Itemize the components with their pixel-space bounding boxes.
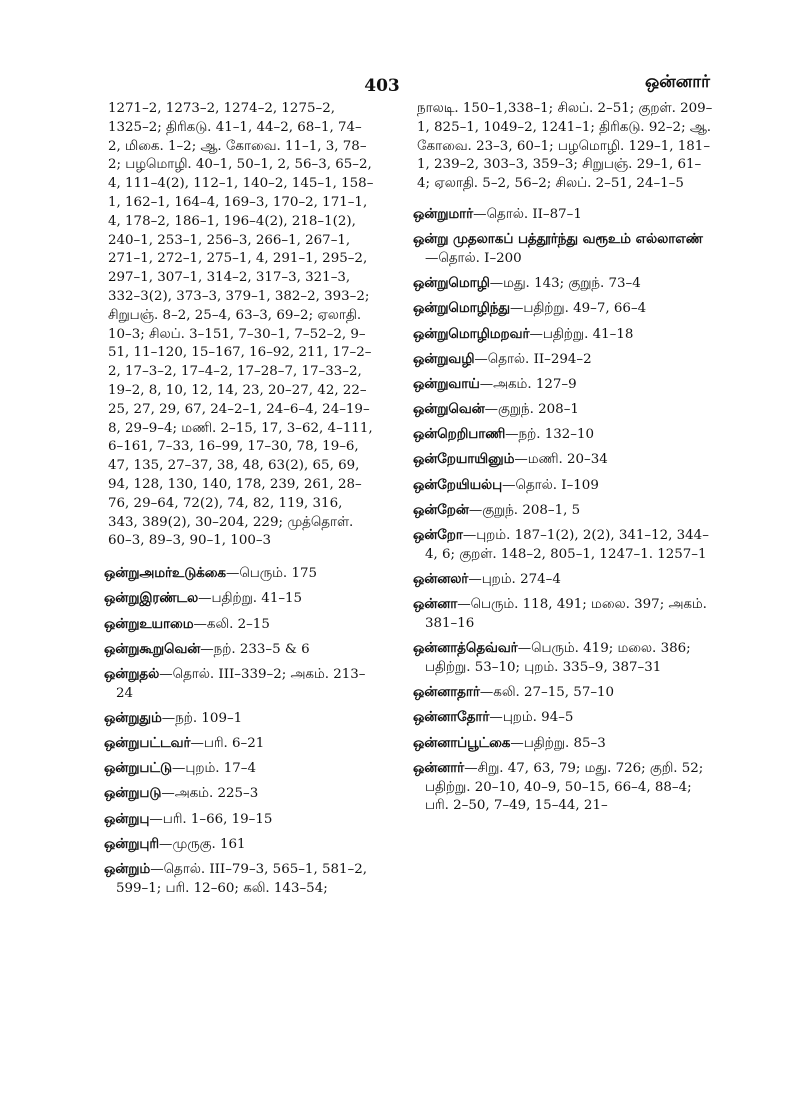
index-entry [104, 709, 374, 729]
entry-headword: ஒன்றுகூறுவென் [104, 640, 201, 657]
index-entry [413, 476, 713, 496]
entry-headword: ஒன்றுமொழி [413, 275, 490, 292]
entry-refs: —குறுந். 208–1, 5 [468, 502, 581, 518]
entry-refs: —தொல். II–87–1 [473, 206, 582, 222]
entry-refs: —மது. 143; குறுந். 73–4 [489, 276, 641, 292]
entry-refs: —நற். 233–5 & 6 [200, 641, 310, 657]
entry-headword: ஒன்றுஇரண்டல [104, 590, 199, 607]
entry-headword: ஒன்னாதோர் [413, 709, 490, 726]
entry-headword: ஒன்றுமொழிந்து [413, 300, 510, 317]
index-entry [413, 299, 713, 319]
entry-headword: ஒன்றுமொழிமறவர் [413, 325, 530, 342]
entry-headword: ஒன்றுஅமர்உடுக்கை [104, 565, 226, 582]
index-entry [413, 425, 713, 445]
entry-refs: —பெரும். 118, 491; மலை. 397; அகம். 381–16 [425, 597, 707, 631]
index-entry [413, 375, 713, 395]
index-entry [104, 640, 374, 660]
index-entry [413, 400, 713, 420]
entry-refs: —புறம். 274–4 [468, 572, 561, 588]
entry-refs: —பதிற்று. 41–15 [198, 591, 303, 607]
entry-headword: ஒன்னலர் [413, 571, 469, 588]
entry-refs: —நற். 132–10 [505, 427, 595, 443]
entry-refs: —முருகு. 161 [159, 836, 246, 852]
entry-headword: ஒன்றுபட்டவர் [104, 735, 191, 752]
entry-refs: —தொல். I–200 [425, 250, 522, 266]
entry-refs: —கலி. 2–15 [193, 616, 270, 632]
index-entry [413, 734, 713, 754]
entry-headword: ஒன்றுவென் [413, 401, 485, 418]
entry-headword: ஒன்றுவாய் [413, 375, 480, 392]
entry-headword: ஒன்னார் [413, 759, 465, 776]
entry-refs: 1271–2, 1273–2, 1274–2, 1275–2, 1325–2; திரிகடு. 41–1, 44–2, 68–1, 74–2, மிகை. 1–2; ஆ. கோவை. 11–1, 3, 78–2; பழமொழி. 40–1, 50–1, 2, 56–3, 65–2, 4, 111–4(2), 112–1, 140–2, 145–1, 158–1, 162–1, 164–4, 169–3, 170–2, 171–1, 4, 178–2, 186–1, 196–4(2), 218–1(2), 240–1, 253–1, 256–3, 266–1, 267–1, 271–1, 272–1, 275–1, 4, 291–1, 295–2, 297–1, 307–1, 314–2, 317–3, 321–3, 332–3(2), 373–3, 379–1, 382–2, 393–2; சிறுபஞ். 8–2, 25–4, 63–3, 69–2; ஏலாதி. 10–3; சிலப். 3–151, 7–30–1, 7–52–2, 9–51, 11–120, 15–167, 16–92, 211, 17–2–2, 17–3–2, 17–4–2, 17–28–7, 17–33–2, 19–2, 8, 10, 12, 14, 23, 20–27, 42, 22–25, 27, 29, 67, 24–2–1, 24–6–4, 24–19–8, 29–9–4; மணி. 2–15, 17, 3–62, 4–111, 6–161, 7–33, 16–99, 17–30, 78, 19–6, 47, 135, 27–37, 38, 48, 63(2), 65, 69, 94, 128, 130, 140, 178, 239, 261, 28–76, 29–64, 72(2), 74, 82, 119, 316, 343, 389(2), 30–204, 229; முத்தொள். 60–3, 89–3, 90–1, 100–3 [108, 101, 374, 549]
entry-refs: —குறுந். 208–1 [484, 402, 579, 418]
index-entry [413, 325, 713, 345]
entry-headword: ஒன்றும் [104, 860, 151, 877]
entry-refs: —நற். 109–1 [161, 710, 243, 726]
index-entry [104, 615, 374, 635]
entry-refs: —கலி. 27–15, 57–10 [479, 685, 615, 701]
index-entry [413, 759, 713, 816]
entry-headword: ஒன்றுஉயாமை [104, 615, 194, 632]
index-entry [413, 350, 713, 370]
entry-refs: —அகம். 225–3 [161, 786, 259, 802]
entry-refs: —சிறு. 47, 63, 79; மது. 726; குறி. 52; பதிற்று. 20–10, 40–9, 50–15, 66–4, 88–4; பரி. 2–50, 7–49, 15–44, 21– [425, 760, 704, 814]
entry-headword: ஒன்றேன் [413, 501, 469, 518]
entry-headword: ஒன்றுபட்டு [104, 760, 172, 777]
index-entry [413, 205, 713, 225]
index-entry [413, 450, 713, 470]
entry-refs: —தொல். III–339–2; அகம். 213–24 [116, 666, 366, 701]
entry-refs: —பரி. 1–66, 19–15 [149, 811, 273, 827]
left-column [104, 100, 374, 904]
entry-refs: —பரி. 6–21 [190, 736, 265, 752]
entry-headword: ஒன்றுவழி [413, 350, 475, 367]
entry-refs: —புறம். 17–4 [171, 761, 256, 777]
index-entry [413, 274, 713, 294]
entry-refs: —பதிற்று. 41–18 [529, 326, 634, 342]
index-entry [104, 835, 374, 855]
index-entry [104, 784, 374, 804]
index-entry [104, 860, 374, 899]
index-entry [413, 100, 713, 194]
entry-headword: ஒன்னாத்தெவ்வர் [413, 640, 518, 657]
entry-refs: —அகம். 127–9 [479, 376, 577, 392]
index-entry [104, 665, 374, 704]
index-entry [413, 595, 713, 634]
entry-refs: —புறம். 94–5 [489, 710, 574, 726]
entry-refs: —மணி. 20–34 [514, 452, 608, 468]
page-number: 403 [364, 76, 400, 96]
entry-headword: ஒன்று முதலாகப் பத்தூர்ந்து வரூஉம் எல்லாஎண் [413, 231, 703, 248]
index-entry [104, 100, 374, 551]
index-entry [104, 759, 374, 779]
entry-headword: ஒன்றுமார் [413, 205, 474, 222]
entry-refs: —தொல். I–109 [502, 477, 599, 493]
entry-refs: —பதிற்று. 85–3 [510, 735, 606, 751]
index-entry [413, 708, 713, 728]
entry-headword: ஒன்றுபு [104, 810, 150, 827]
index-entry [413, 526, 713, 565]
running-head: ஒன்னார் [645, 72, 710, 92]
entry-headword: ஒன்றுதல் [104, 665, 160, 682]
entry-headword: ஒன்னா [413, 596, 458, 613]
index-entry [104, 564, 374, 584]
entry-refs: நாலடி. 150–1,338–1; சிலப். 2–51; குறள். 209–1, 825–1, 1049–2, 1241–1; திரிகடு. 92–2; ஆ. கோவை. 23–3, 60–1; பழமொழி. 129–1, 181–1, 239–2, 303–3, 359–3; சிறுபஞ். 29–1, 61–4; ஏலாதி. 5–2, 56–2; சிலப். 2–51, 24–1–5 [417, 101, 713, 192]
entry-headword: ஒன்றுபுரி [104, 835, 160, 852]
entry-refs: —தொல். II–294–2 [474, 351, 592, 367]
entry-headword: ஒன்றெறிபாணி [413, 426, 506, 443]
index-entry [104, 589, 374, 609]
index-entry [413, 570, 713, 590]
index-entry [413, 501, 713, 521]
entry-refs: —பெரும். 419; மலை. 386; பதிற்று. 53–10; புறம். 335–9, 387–31 [425, 641, 691, 675]
right-column [413, 100, 713, 822]
index-entry [104, 734, 374, 754]
index-entry [413, 683, 713, 703]
entry-headword: ஒன்றோ [413, 527, 463, 544]
entry-headword: ஒன்னாப்பூட்கை [413, 734, 511, 751]
entry-headword: ஒன்றுபடு [104, 785, 162, 802]
entry-refs: —புறம். 187–1(2), 2(2), 341–12, 344–4, 6; குறள். 148–2, 805–1, 1247–1. 1257–1 [425, 528, 709, 562]
entry-refs: —பெரும். 175 [225, 566, 318, 582]
entry-headword: ஒன்றேயாயினும் [413, 451, 515, 468]
entry-headword: ஒன்னாதார் [413, 684, 480, 701]
index-entry [104, 810, 374, 830]
entry-headword: ஒன்றுதும் [104, 709, 162, 726]
index-entry [413, 230, 713, 269]
entry-headword: ஒன்றேயியல்பு [413, 476, 503, 493]
entry-refs: —பதிற்று. 49–7, 66–4 [509, 301, 647, 317]
index-entry [413, 639, 713, 678]
entry-refs: —தொல். III–79–3, 565–1, 581–2, 599–1; பரி. 12–60; கலி. 143–54; [116, 861, 367, 896]
